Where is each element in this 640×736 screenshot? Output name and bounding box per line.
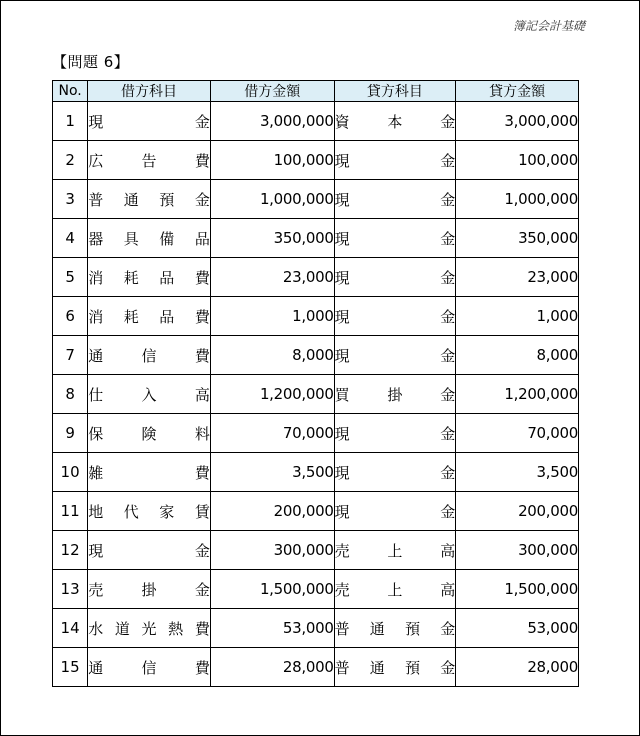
debit-amount-cell: 53,000 xyxy=(210,609,334,648)
table-row xyxy=(53,219,579,258)
credit-account-cell xyxy=(334,375,456,414)
debit-account-cell xyxy=(88,531,211,570)
table-row xyxy=(53,375,579,414)
credit-account-cell xyxy=(334,609,456,648)
debit-account-cell xyxy=(88,297,211,336)
table-row xyxy=(53,258,579,297)
table-row xyxy=(53,531,579,570)
credit-account-cell xyxy=(334,336,456,375)
credit-amount-cell: 350,000 xyxy=(456,219,579,258)
debit-amount-cell: 100,000 xyxy=(210,141,334,180)
debit-amount-cell: 1,200,000 xyxy=(210,375,334,414)
debit-account-cell xyxy=(88,414,211,453)
debit-amount-cell: 3,500 xyxy=(210,453,334,492)
credit-account-cell xyxy=(334,141,456,180)
account-label: 現 金 xyxy=(334,307,456,326)
account-label: 買 掛 金 xyxy=(334,385,456,404)
account-label: 地 代 家 賃 xyxy=(88,502,210,521)
credit-amount-cell: 53,000 xyxy=(456,609,579,648)
credit-amount-cell: 200,000 xyxy=(456,492,579,531)
debit-amount-cell: 8,000 xyxy=(210,336,334,375)
debit-amount-cell: 200,000 xyxy=(210,492,334,531)
row-no: 9 xyxy=(53,414,88,453)
credit-amount-cell: 1,000 xyxy=(456,297,579,336)
credit-amount-cell: 100,000 xyxy=(456,141,579,180)
credit-account-cell xyxy=(334,219,456,258)
row-no: 1 xyxy=(53,102,88,141)
credit-amount-cell: 1,200,000 xyxy=(456,375,579,414)
row-no: 10 xyxy=(53,453,88,492)
row-no: 3 xyxy=(53,180,88,219)
debit-account-cell xyxy=(88,453,211,492)
account-label: 現 金 xyxy=(334,424,456,443)
account-label: 通 信 費 xyxy=(88,346,210,365)
debit-amount-cell: 70,000 xyxy=(210,414,334,453)
row-no: 15 xyxy=(53,648,88,687)
table-row xyxy=(53,648,579,687)
credit-amount-cell: 23,000 xyxy=(456,258,579,297)
row-no: 8 xyxy=(53,375,88,414)
row-no: 11 xyxy=(53,492,88,531)
debit-account-cell xyxy=(88,570,211,609)
account-label: 普 通 預 金 xyxy=(88,190,210,209)
row-no: 5 xyxy=(53,258,88,297)
account-label: 現 金 xyxy=(334,346,456,365)
credit-amount-cell: 28,000 xyxy=(456,648,579,687)
debit-account-cell xyxy=(88,375,211,414)
credit-account-cell xyxy=(334,180,456,219)
account-label: 通 信 費 xyxy=(88,658,210,677)
debit-amount-cell: 3,000,000 xyxy=(210,102,334,141)
account-label: 売 上 高 xyxy=(334,541,456,560)
table-row xyxy=(53,102,579,141)
account-label: 広 告 費 xyxy=(88,151,210,170)
account-label: 水 道 光 熱 費 xyxy=(88,619,210,638)
account-label: 現 金 xyxy=(334,502,456,521)
debit-amount-cell: 300,000 xyxy=(210,531,334,570)
debit-account-cell xyxy=(88,648,211,687)
account-label: 普 通 預 金 xyxy=(334,658,456,677)
debit-account-cell xyxy=(88,219,211,258)
account-label: 現 金 xyxy=(334,463,456,482)
credit-account-cell xyxy=(334,414,456,453)
account-label: 現 金 xyxy=(334,229,456,248)
credit-amount-cell: 3,000,000 xyxy=(456,102,579,141)
account-label: 仕 入 高 xyxy=(88,385,210,404)
credit-account-cell xyxy=(334,531,456,570)
header-no: No. xyxy=(53,81,88,102)
credit-amount-cell: 1,500,000 xyxy=(456,570,579,609)
header-credit-amount: 貸方金額 xyxy=(456,81,579,102)
credit-amount-cell: 300,000 xyxy=(456,531,579,570)
row-no: 13 xyxy=(53,570,88,609)
account-label: 器 具 備 品 xyxy=(88,229,210,248)
credit-amount-cell: 1,000,000 xyxy=(456,180,579,219)
header-note: 簿記会計基礎 xyxy=(512,19,585,33)
debit-amount-cell: 1,000,000 xyxy=(210,180,334,219)
table-header-row xyxy=(53,81,579,102)
credit-account-cell xyxy=(334,570,456,609)
debit-account-cell xyxy=(88,258,211,297)
header-debit-account: 借方科目 xyxy=(88,81,211,102)
debit-amount-cell: 350,000 xyxy=(210,219,334,258)
credit-account-cell xyxy=(334,102,456,141)
row-no: 14 xyxy=(53,609,88,648)
account-label: 資 本 金 xyxy=(334,112,456,131)
account-label: 現 金 xyxy=(88,541,210,560)
account-label: 現 金 xyxy=(334,190,456,209)
table-row xyxy=(53,180,579,219)
credit-amount-cell: 8,000 xyxy=(456,336,579,375)
header-debit-amount: 借方金額 xyxy=(210,81,334,102)
account-label: 保 険 料 xyxy=(88,424,210,443)
debit-account-cell xyxy=(88,336,211,375)
credit-account-cell xyxy=(334,648,456,687)
debit-amount-cell: 28,000 xyxy=(210,648,334,687)
table-row xyxy=(53,453,579,492)
account-label: 現 金 xyxy=(334,151,456,170)
row-no: 6 xyxy=(53,297,88,336)
account-label: 消 耗 品 費 xyxy=(88,307,210,326)
debit-account-cell xyxy=(88,609,211,648)
table-row xyxy=(53,336,579,375)
account-label: 現 金 xyxy=(334,268,456,287)
table-row xyxy=(53,297,579,336)
credit-account-cell xyxy=(334,453,456,492)
debit-account-cell xyxy=(88,141,211,180)
account-label: 売 掛 金 xyxy=(88,580,210,599)
row-no: 2 xyxy=(53,141,88,180)
table-row xyxy=(53,570,579,609)
table-row xyxy=(53,609,579,648)
table-row xyxy=(53,492,579,531)
header-credit-account: 貸方科目 xyxy=(334,81,456,102)
table-row xyxy=(53,141,579,180)
debit-account-cell xyxy=(88,492,211,531)
row-no: 4 xyxy=(53,219,88,258)
credit-amount-cell: 70,000 xyxy=(456,414,579,453)
credit-account-cell xyxy=(334,492,456,531)
credit-amount-cell: 3,500 xyxy=(456,453,579,492)
account-label: 雑 費 xyxy=(88,463,210,482)
account-label: 普 通 預 金 xyxy=(334,619,456,638)
credit-account-cell xyxy=(334,297,456,336)
journal-entry-table xyxy=(52,80,579,687)
debit-account-cell xyxy=(88,180,211,219)
row-no: 7 xyxy=(53,336,88,375)
account-label: 売 上 高 xyxy=(334,580,456,599)
debit-account-cell xyxy=(88,102,211,141)
account-label: 現 金 xyxy=(88,112,210,131)
table-row xyxy=(53,414,579,453)
problem-title: 【問題 6】 xyxy=(52,53,130,71)
row-no: 12 xyxy=(53,531,88,570)
account-label: 消 耗 品 費 xyxy=(88,268,210,287)
debit-amount-cell: 1,000 xyxy=(210,297,334,336)
credit-account-cell xyxy=(334,258,456,297)
table-body xyxy=(53,102,579,687)
debit-amount-cell: 23,000 xyxy=(210,258,334,297)
debit-amount-cell: 1,500,000 xyxy=(210,570,334,609)
